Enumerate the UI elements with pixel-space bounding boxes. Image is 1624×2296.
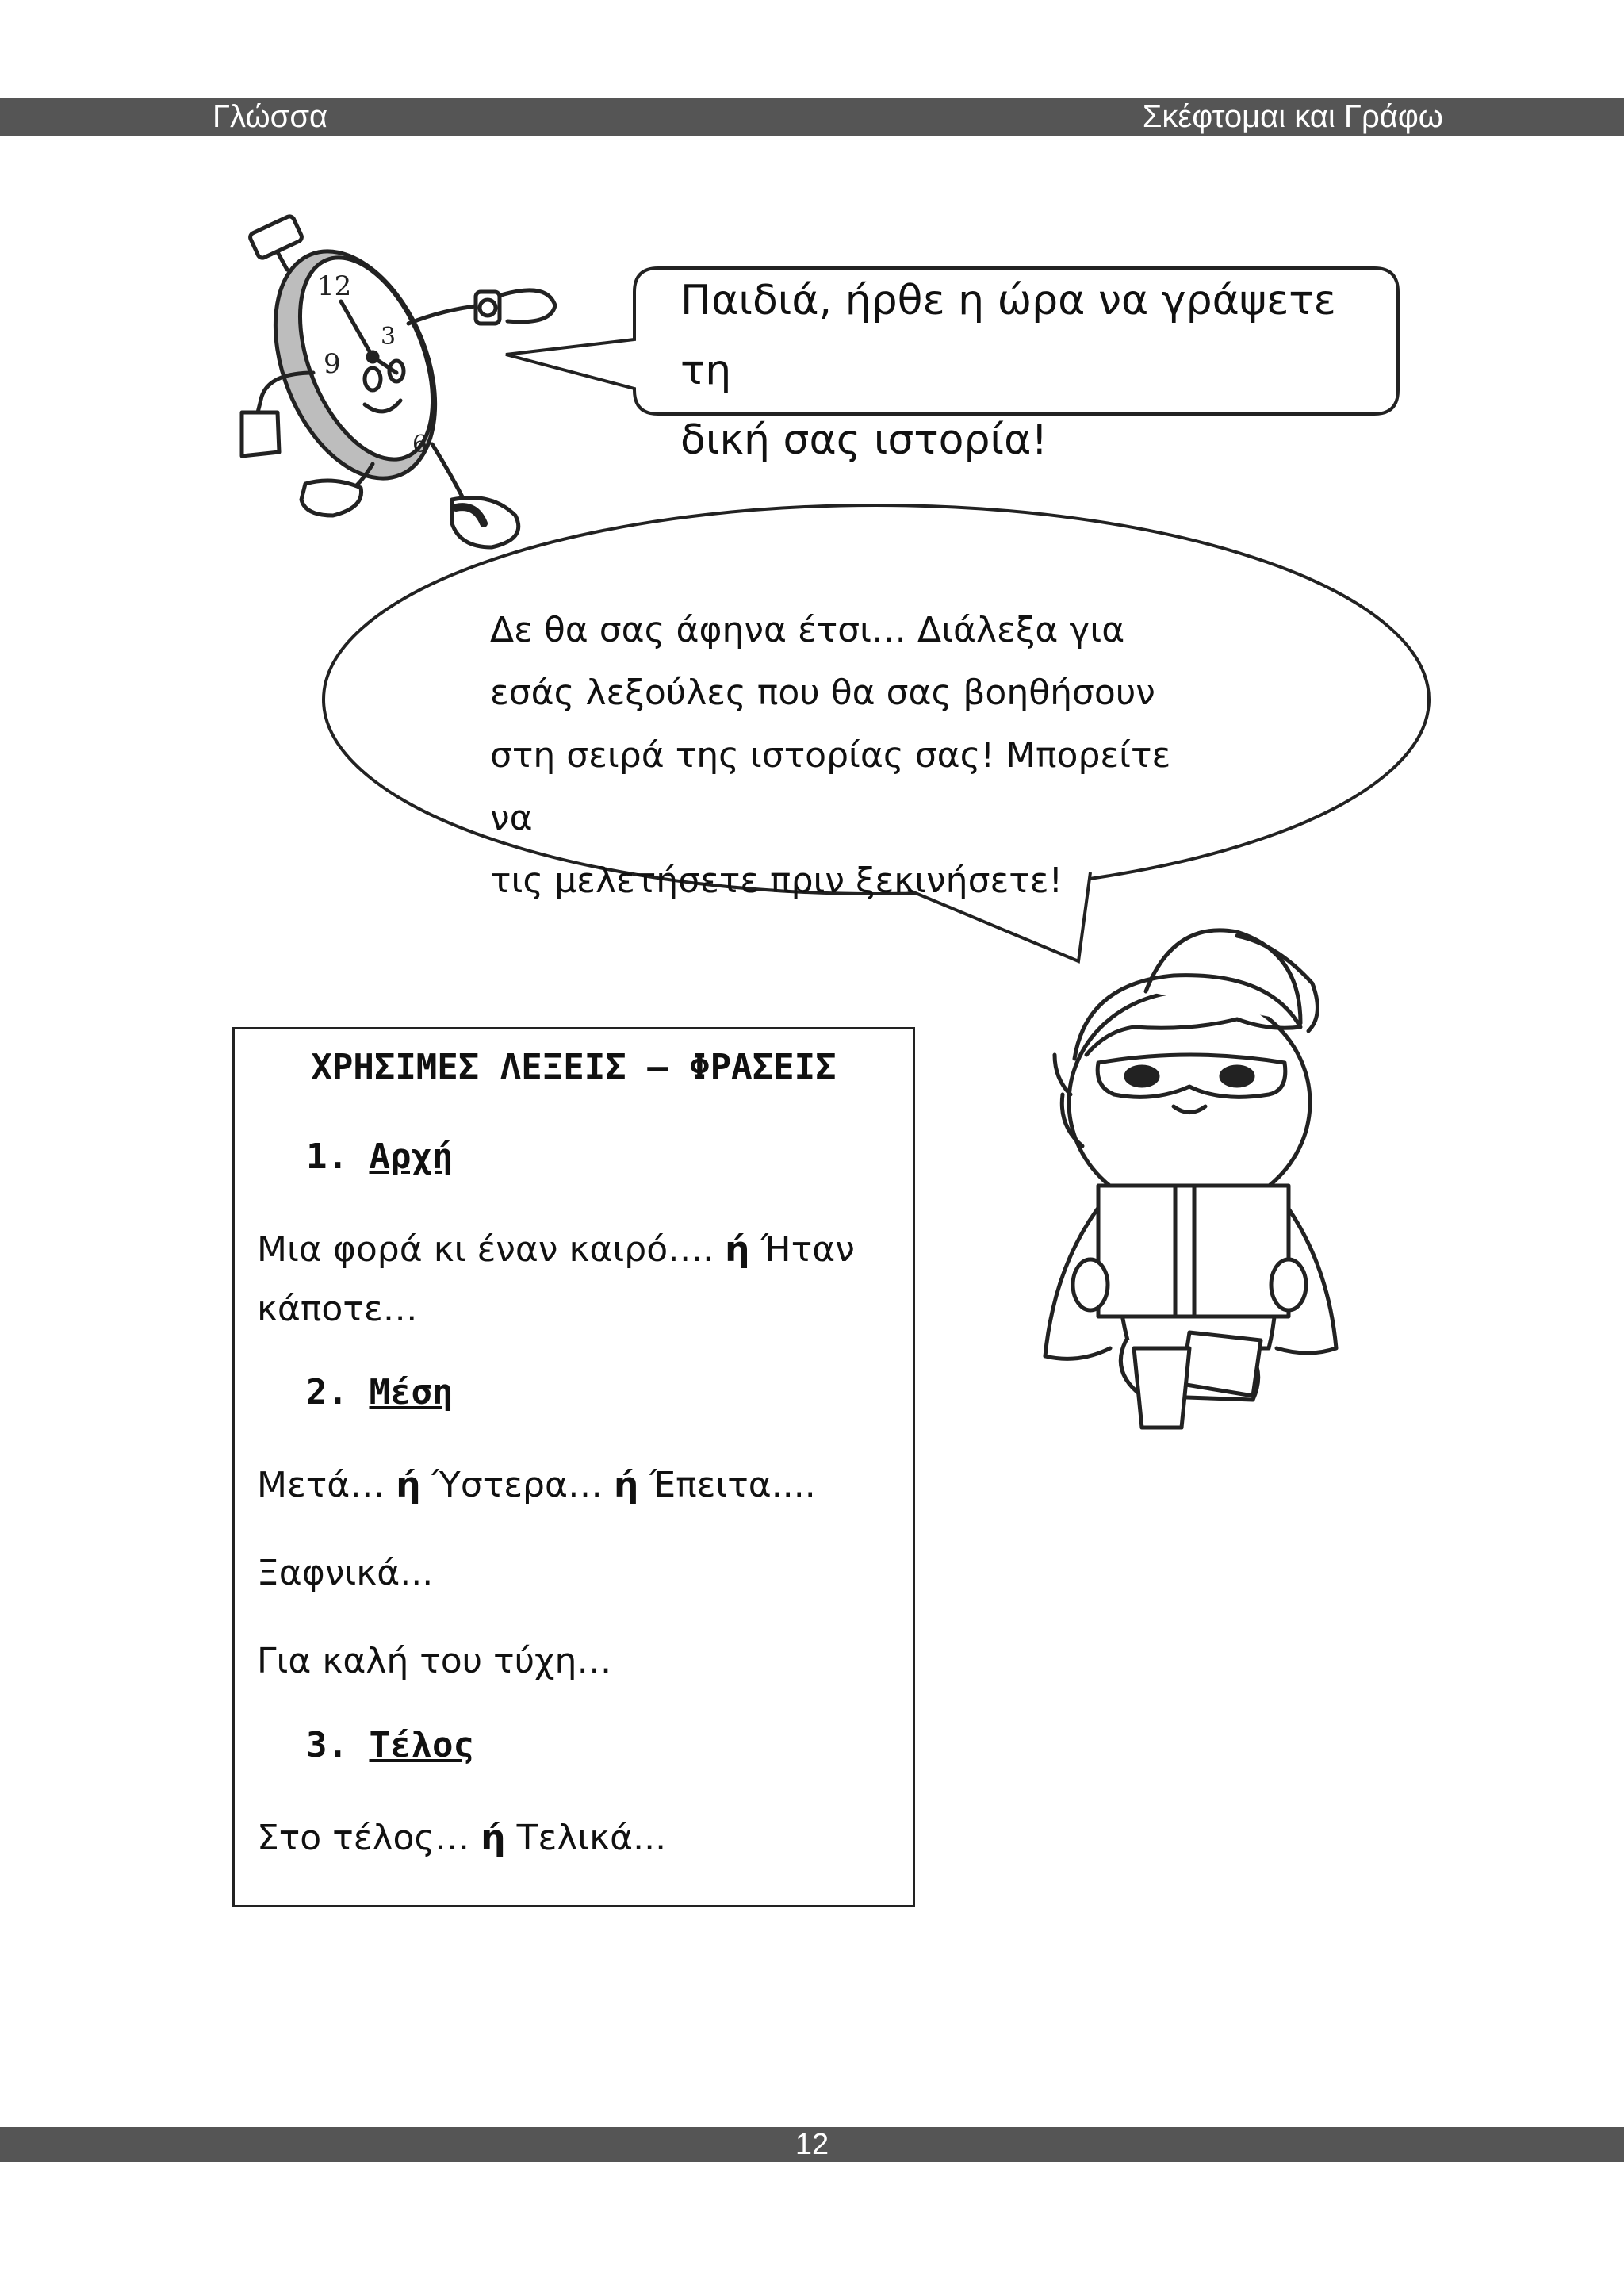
svg-text:6: 6 [412,431,428,458]
section-heading-start [306,1137,453,1177]
clock-speech-line: Παιδιά, ήρθε η ώρα να γράψετε τη [680,277,1336,394]
clock-speech-line: δική σας ιστορία! [680,416,1048,464]
section-name: Αρχή [369,1137,454,1177]
section-heading-middle [306,1372,453,1412]
phrase: Μετά… [257,1465,385,1505]
phrase: Στο τέλος… [257,1818,470,1858]
phrase: Ύστερα… [431,1465,603,1505]
phrase: Ήταν [760,1229,855,1270]
section-number: 1. [306,1137,348,1177]
section-name: Μέση [369,1372,454,1412]
reading-girl-illustration [1045,930,1336,1428]
or-word: ή [396,1465,421,1505]
section-heading-end [306,1725,474,1765]
girl-speech-line: εσάς λεξούλες που θα σας βοηθήσουν [490,673,1155,713]
box-title: ΧΡΗΣΙΜΕΣ ΛΕΞΕΙΣ – ΦΡΑΣΕΙΣ [311,1047,837,1087]
or-word: ή [725,1229,750,1270]
phrase: Έπειτα.... [649,1465,816,1505]
section-number: 2. [306,1372,348,1412]
section-name: Τέλος [369,1725,474,1765]
svg-text:3: 3 [381,323,396,351]
phrase-line: Για καλή του τύχη… [257,1641,612,1681]
phrase-line: Ξαφνικά... [257,1553,434,1593]
page-number: 12 [795,2128,829,2161]
or-word: ή [481,1818,506,1858]
girl-speech-line: στη σειρά της ιστορίας σας! Μπορείτε να [490,735,1171,838]
girl-speech-line: Δε θα σας άφηνα έτσι… Διάλεξα για [490,610,1125,650]
phrase-line: κάποτε… [257,1289,418,1329]
footer-bar [0,2127,1624,2162]
or-word: ή [613,1465,639,1505]
phrase-line [257,1455,891,1515]
svg-text:9: 9 [324,348,341,380]
girl-speech-line: τις μελετήσετε πριν ξεκινήσετε! [490,861,1063,901]
phrase-line [257,1220,891,1279]
phrase: Τελικά... [516,1818,667,1858]
header-section-title: Σκέφτομαι και Γράφω [1142,99,1443,134]
svg-text:12: 12 [317,270,352,302]
useful-words-box [232,1027,915,1907]
girl-speech-text [490,599,1188,912]
header-subject: Γλώσσα [213,99,328,134]
section-number: 3. [306,1725,348,1765]
phrase-line [257,1808,891,1868]
phrase: Μια φορά κι έναν καιρό…. [257,1229,714,1270]
clock-speech-text [680,266,1394,475]
running-clock-illustration [242,215,555,547]
